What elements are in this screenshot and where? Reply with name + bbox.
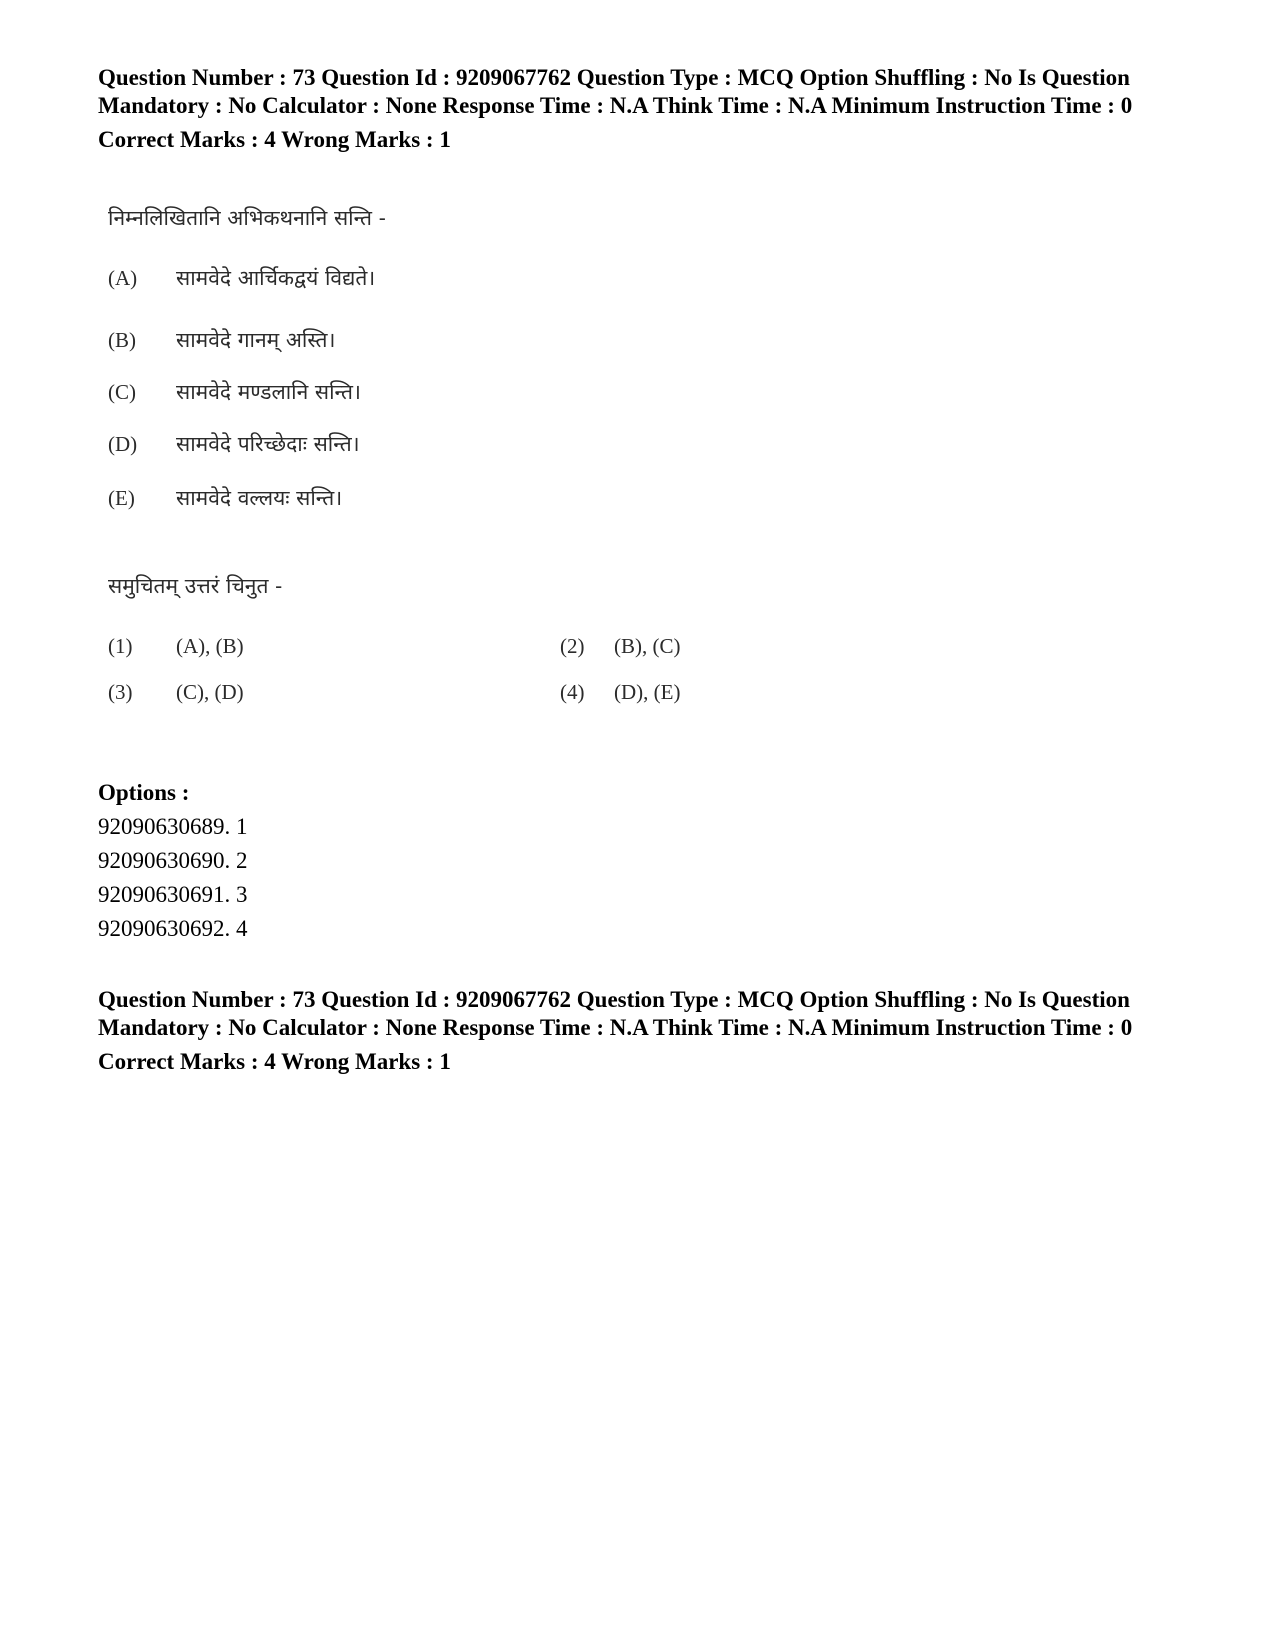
statement-label: (D) xyxy=(108,432,138,456)
statement-a xyxy=(108,264,375,292)
options-list xyxy=(98,776,248,946)
question-marks: Correct Marks : 4 Wrong Marks : 1 xyxy=(98,1049,451,1074)
options-heading: Options : xyxy=(98,780,190,805)
question-meta: Question Number : 73 Question Id : 9209067762 Question Type : MCQ Option Shuffling : No Is Question Mandatory : No Calculator : None Response Time : N.A Think Time : N.A Minimum Instruction Time : 0 xyxy=(98,987,1133,1040)
statement-text: सामवेदे गानम् अस्ति। xyxy=(176,328,336,352)
question-header xyxy=(98,986,1178,1076)
question-content xyxy=(98,196,718,756)
choice-number: (1) xyxy=(108,634,133,658)
choice-text: (B), (C) xyxy=(614,634,681,658)
choice-number: (2) xyxy=(560,634,585,658)
statement-label: (B) xyxy=(108,328,136,352)
question-prompt: समुचितम् उत्तरं चिनुत - xyxy=(108,574,283,598)
choice-3 xyxy=(108,680,244,705)
question-meta: Question Number : 73 Question Id : 9209067762 Question Type : MCQ Option Shuffling : No Is Question Mandatory : No Calculator : None Response Time : N.A Think Time : N.A Minimum Instruction Time : 0 xyxy=(98,65,1133,118)
statement-label: (C) xyxy=(108,380,136,404)
choice-number: (3) xyxy=(108,680,133,704)
option-item: 92090630690. 2 xyxy=(98,848,248,873)
statement-text: सामवेदे परिच्छेदाः सन्ति। xyxy=(176,432,360,456)
choice-number: (4) xyxy=(560,680,585,704)
choice-text: (A), (B) xyxy=(176,634,244,658)
choice-4 xyxy=(560,680,680,705)
option-item: 92090630691. 3 xyxy=(98,882,248,907)
statement-b xyxy=(108,326,335,354)
question-marks: Correct Marks : 4 Wrong Marks : 1 xyxy=(98,127,451,152)
statement-label: (A) xyxy=(108,266,138,290)
question-header xyxy=(98,64,1178,154)
option-item: 92090630689. 1 xyxy=(98,814,248,839)
choice-text: (D), (E) xyxy=(614,680,681,704)
option-item: 92090630692. 4 xyxy=(98,916,248,941)
statement-c xyxy=(108,378,361,406)
statement-text: सामवेदे मण्डलानि सन्ति। xyxy=(176,380,361,404)
statement-e xyxy=(108,484,342,512)
question-intro: निम्नलिखितानि अभिकथनानि सन्ति - xyxy=(108,206,386,230)
statement-d xyxy=(108,430,360,458)
choice-1 xyxy=(108,634,244,659)
choice-text: (C), (D) xyxy=(176,680,244,704)
choice-2 xyxy=(560,634,681,659)
statement-text: सामवेदे आर्चिकद्वयं विद्यते। xyxy=(176,266,376,290)
statement-text: सामवेदे वल्लयः सन्ति। xyxy=(176,486,343,510)
statement-label: (E) xyxy=(108,486,135,510)
